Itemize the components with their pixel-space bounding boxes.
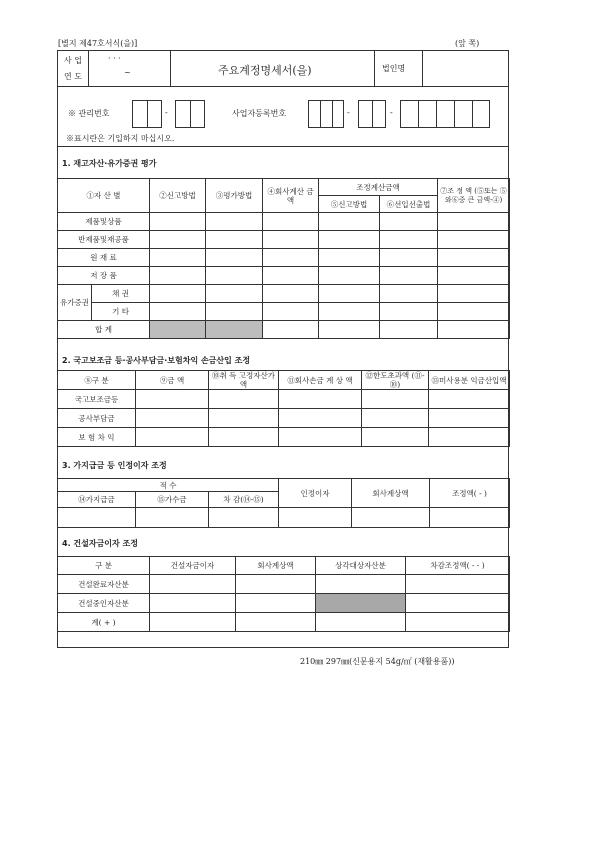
- row-label: 보 험 차 익: [58, 428, 136, 447]
- cell[interactable]: [406, 594, 510, 613]
- row-label: 건설중인자산분: [58, 594, 150, 613]
- cell[interactable]: [136, 390, 209, 409]
- divider: [88, 50, 89, 86]
- cell[interactable]: [316, 575, 406, 594]
- cell[interactable]: [150, 267, 206, 285]
- business-year-label-2: 연 도: [64, 72, 82, 81]
- section3-title: 3. 가지급금 등 인정이자 조정: [62, 461, 167, 470]
- row-label: 공사부담금: [58, 409, 136, 428]
- col-eval-method: ③평가방법: [206, 179, 263, 213]
- col-report-method: ②신고방법: [150, 179, 206, 213]
- row-label: 기 타: [92, 303, 150, 321]
- shaded-cell: [150, 321, 206, 339]
- year-dots: · · ·: [108, 54, 121, 63]
- cell[interactable]: [150, 594, 236, 613]
- note-text: ※표시란은 기입하지 마십시오.: [66, 134, 175, 143]
- cell[interactable]: [362, 390, 429, 409]
- footer-paper-spec: 210㎜ 297㎜(신문용지 54g/㎡ (재활용품)): [300, 657, 455, 666]
- corp-name-label: 법인명: [382, 64, 406, 73]
- cell[interactable]: [206, 213, 263, 231]
- cell[interactable]: [263, 285, 319, 303]
- col-category: ⑧구 분: [58, 371, 136, 390]
- divider: [374, 50, 375, 86]
- col-provisional-receipt: ⑮가수금: [136, 492, 209, 508]
- shaded-cell: [206, 321, 263, 339]
- divider: [57, 86, 509, 87]
- divider: [418, 100, 419, 128]
- col-adj-fifo: ⑥선입선출법: [380, 196, 438, 213]
- col-company-amount: ④회사계산 금 액: [263, 179, 319, 213]
- cell[interactable]: [150, 613, 236, 632]
- col-unused: ⑬미사용분 익금산입액: [429, 371, 510, 390]
- row-label: 건설완료자산분: [58, 575, 150, 594]
- col-recognized-interest: 인정이자: [279, 479, 352, 508]
- cell[interactable]: [380, 213, 438, 231]
- divider: [332, 100, 333, 128]
- section2-title: 2. 국고보조금 등·공사부담금·보험차익 손금산입 조정: [62, 356, 251, 365]
- cell[interactable]: [438, 249, 510, 267]
- cell[interactable]: [150, 249, 206, 267]
- management-number-label: ※ 관리번호: [68, 109, 110, 118]
- col-acquired-asset: ⑩취 득 고정자산가액: [209, 371, 279, 390]
- cell[interactable]: [319, 213, 380, 231]
- cell[interactable]: [263, 249, 319, 267]
- col-provisional-payment: ⑭가지급금: [58, 492, 136, 508]
- biz-reg-box-1[interactable]: [308, 100, 344, 128]
- col-adjust-group: 조정계산금액: [319, 179, 438, 196]
- cell[interactable]: [209, 508, 279, 528]
- cell[interactable]: [429, 428, 510, 447]
- cell[interactable]: [150, 231, 206, 249]
- col-amount: ⑨금 액: [136, 371, 209, 390]
- cell[interactable]: [236, 575, 316, 594]
- cell[interactable]: [206, 249, 263, 267]
- cell[interactable]: [206, 267, 263, 285]
- cell[interactable]: [209, 390, 279, 409]
- cell[interactable]: [263, 321, 319, 339]
- cell[interactable]: [438, 321, 510, 339]
- divider: [170, 50, 171, 86]
- col-depreciable: 상각대상자산분: [316, 557, 406, 575]
- cell[interactable]: [236, 613, 316, 632]
- cell[interactable]: [380, 249, 438, 267]
- cell[interactable]: [380, 285, 438, 303]
- cell[interactable]: [406, 575, 510, 594]
- cell[interactable]: [380, 267, 438, 285]
- section3-table: [57, 478, 510, 528]
- col-adjust-amount: ⑦조 정 액 (⑤또는 ⑤와⑥중 큰 금액-④): [438, 179, 510, 213]
- dash: -: [390, 108, 393, 117]
- row-label: 제품및상품: [58, 213, 150, 231]
- row-label: 계( + ): [58, 613, 150, 632]
- col-difference: 차 감(⑭-⑮): [209, 492, 279, 508]
- business-year-label-1: 사 업: [64, 56, 82, 65]
- cell[interactable]: [279, 428, 362, 447]
- biz-reg-box-3[interactable]: [400, 100, 490, 128]
- cell[interactable]: [150, 303, 206, 321]
- cell[interactable]: [263, 213, 319, 231]
- total-label: 합 계: [58, 321, 150, 339]
- cell[interactable]: [352, 508, 430, 528]
- corp-name-field[interactable]: [426, 54, 506, 82]
- cell[interactable]: [279, 390, 362, 409]
- cell[interactable]: [438, 213, 510, 231]
- col-sum: 적 수: [58, 479, 279, 492]
- cell[interactable]: [150, 213, 206, 231]
- cell[interactable]: [380, 321, 438, 339]
- cell[interactable]: [206, 231, 263, 249]
- cell[interactable]: [136, 428, 209, 447]
- cell[interactable]: [206, 285, 263, 303]
- cell[interactable]: [58, 508, 136, 528]
- cell[interactable]: [438, 285, 510, 303]
- cell[interactable]: [279, 409, 362, 428]
- cell[interactable]: [319, 321, 380, 339]
- cell[interactable]: [236, 594, 316, 613]
- row-label: 국고보조금등: [58, 390, 136, 409]
- cell[interactable]: [209, 428, 279, 447]
- col-category: 구 분: [58, 557, 150, 575]
- cell[interactable]: [380, 303, 438, 321]
- section4-title: 4. 건설자금이자 조정: [62, 539, 138, 548]
- cell[interactable]: [319, 303, 380, 321]
- page-side-label: (앞 쪽): [455, 39, 480, 48]
- col-company-amount: 회사계상액: [352, 479, 430, 508]
- cell[interactable]: [150, 575, 236, 594]
- cell[interactable]: [150, 285, 206, 303]
- cell[interactable]: [438, 267, 510, 285]
- col-net-adjust: 차감조정액( - - ): [406, 557, 510, 575]
- cell[interactable]: [263, 303, 319, 321]
- col-company-amount: 회사계상액: [236, 557, 316, 575]
- section1-table: [57, 178, 510, 339]
- section4-table: [57, 556, 510, 632]
- divider: [190, 100, 191, 128]
- row-label: 반제품및재공품: [58, 231, 150, 249]
- cell[interactable]: [319, 249, 380, 267]
- year-tilde: ~: [124, 68, 131, 77]
- col-asset: ①자 산 별: [58, 179, 150, 213]
- shaded-cell: [316, 594, 406, 613]
- cell[interactable]: [316, 613, 406, 632]
- row-label: 저 장 품: [58, 267, 150, 285]
- divider: [436, 100, 437, 128]
- cell[interactable]: [263, 231, 319, 249]
- row-label: 채 권: [92, 285, 150, 303]
- section2-table: [57, 370, 510, 447]
- section1-title: 1. 재고자산·유가증권 평가: [62, 159, 157, 168]
- divider: [372, 100, 373, 128]
- cell[interactable]: [438, 303, 510, 321]
- cell[interactable]: [136, 409, 209, 428]
- cell[interactable]: [438, 231, 510, 249]
- cell[interactable]: [362, 409, 429, 428]
- securities-label: 유가증권: [58, 285, 92, 321]
- row-label: 원 재 료: [58, 249, 150, 267]
- cell[interactable]: [263, 267, 319, 285]
- divider: [422, 50, 423, 86]
- col-company-deduct: ⑪회사손금 계 상 액: [279, 371, 362, 390]
- form-title: 주요계정명세서(을): [218, 64, 312, 77]
- divider: [320, 100, 321, 128]
- cell[interactable]: [406, 613, 510, 632]
- dash: -: [347, 108, 350, 117]
- cell[interactable]: [429, 390, 510, 409]
- cell[interactable]: [319, 267, 380, 285]
- cell[interactable]: [279, 508, 352, 528]
- cell[interactable]: [319, 285, 380, 303]
- col-construction-interest: 건설자금이자: [150, 557, 236, 575]
- col-adj-report: ⑤신고방법: [319, 196, 380, 213]
- annex-label: [별지 제47호서식(을)]: [58, 39, 138, 48]
- cell[interactable]: [209, 409, 279, 428]
- divider: [57, 146, 509, 147]
- dash: -: [165, 108, 168, 117]
- divider: [472, 100, 473, 128]
- cell[interactable]: [362, 428, 429, 447]
- cell[interactable]: [136, 508, 209, 528]
- cell[interactable]: [319, 231, 380, 249]
- cell[interactable]: [380, 231, 438, 249]
- cell[interactable]: [430, 508, 510, 528]
- cell[interactable]: [429, 409, 510, 428]
- cell[interactable]: [206, 303, 263, 321]
- col-adjust: 조정액( - ): [430, 479, 510, 508]
- biz-reg-label: 사업자등록번호: [232, 109, 287, 118]
- col-limit-excess: ⑫한도초과액 (⑪-⑩): [362, 371, 429, 390]
- divider: [147, 100, 148, 128]
- divider: [454, 100, 455, 128]
